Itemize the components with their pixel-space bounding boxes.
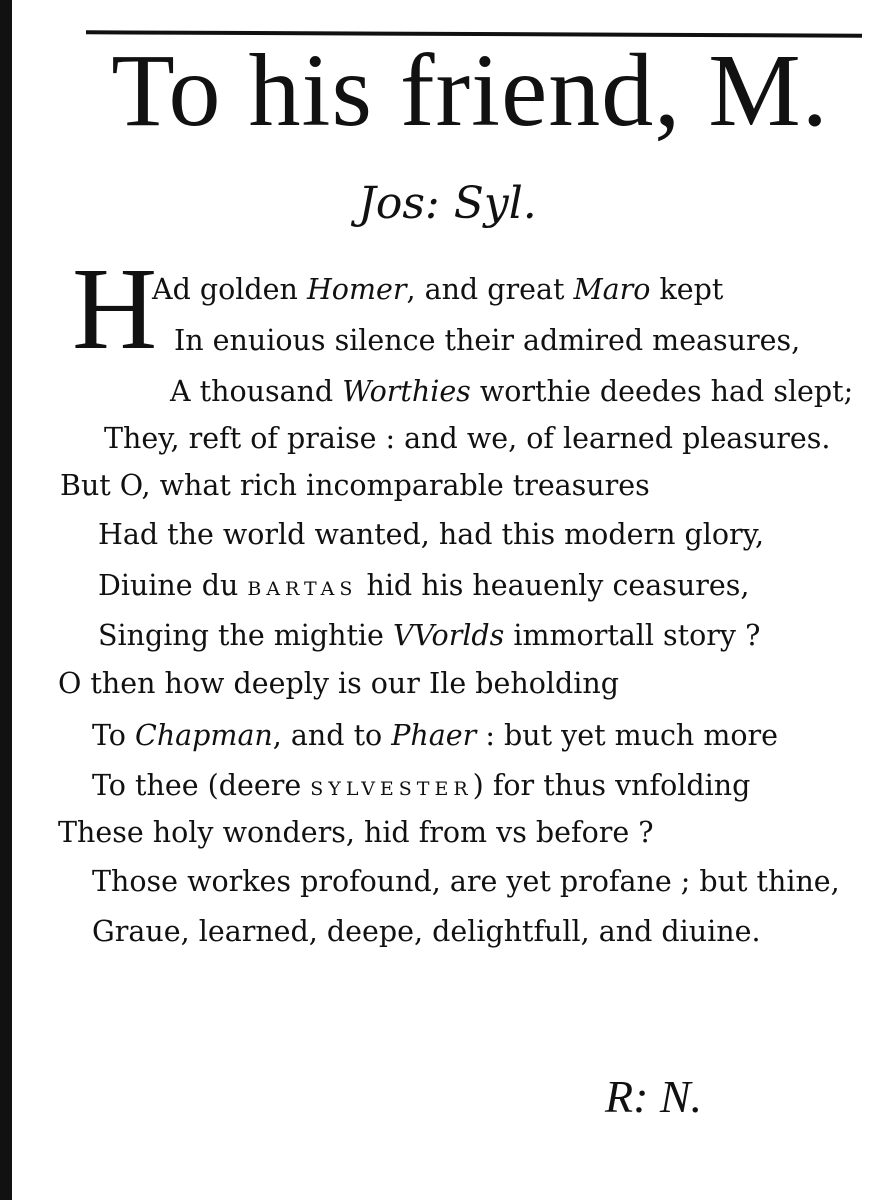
poem-line	[58, 667, 619, 700]
poem-line	[60, 469, 650, 502]
line-text: They, reft of praise : and we, of learned pleasures.	[104, 422, 831, 455]
line-text: hid his heauenly ceasures,	[357, 569, 750, 602]
page-subtitle: Jos: Syl.	[358, 178, 537, 229]
line-text: ) for thus vnfolding	[472, 769, 751, 802]
poem-line	[170, 375, 854, 408]
line-text: In enuious silence their admired measures,	[174, 324, 801, 357]
page-title: To his friend, M.	[111, 33, 829, 148]
poem-line	[152, 273, 724, 306]
line-text: A thousand	[170, 375, 343, 408]
line-text: Ad golden	[152, 273, 307, 306]
line-text: Diuine du	[98, 569, 248, 602]
poem-line	[92, 769, 751, 802]
poem-line	[98, 518, 765, 551]
line-text: : but yet much more	[476, 719, 779, 752]
small-caps-name: BARTAS	[247, 578, 358, 600]
line-text: To thee (deere	[92, 769, 311, 802]
line-text: But O, what rich incomparable treasures	[60, 469, 650, 502]
italic-name: Maro	[573, 273, 651, 306]
line-text: Had the world wanted, had this modern glory,	[98, 518, 765, 551]
small-caps-name: SYLVESTER	[310, 778, 473, 800]
drop-cap: H	[72, 243, 158, 374]
line-text: Graue, learned, deepe, delightfull, and diuine.	[92, 915, 761, 948]
poem-line	[98, 569, 750, 602]
line-text: worthie deedes had slept;	[470, 375, 854, 408]
poem-line	[98, 619, 761, 652]
italic-name: Phaer	[391, 719, 477, 752]
poem-line	[92, 915, 761, 948]
line-text: kept	[650, 273, 724, 306]
line-text: Singing the mightie	[98, 619, 393, 652]
italic-name: Worthies	[342, 375, 471, 408]
line-text: Those workes profound, are yet profane ; but thine,	[92, 865, 840, 898]
signature: R: N.	[605, 1071, 703, 1122]
poem-line	[58, 816, 654, 849]
italic-name: Chapman	[135, 719, 273, 752]
poem-line	[174, 324, 801, 357]
italic-name: VVorlds	[392, 619, 505, 652]
poem-line	[92, 865, 840, 898]
line-text: O then how deeply is our Ile beholding	[58, 667, 619, 700]
line-text: , and to	[272, 719, 392, 752]
line-text: To	[92, 719, 136, 752]
poem-line	[104, 422, 831, 455]
poem-line	[92, 719, 779, 752]
line-text: , and great	[406, 273, 574, 306]
line-text: immortall story ?	[504, 619, 761, 652]
line-text: These holy wonders, hid from vs before ?	[58, 816, 654, 849]
italic-name: Homer	[306, 273, 407, 306]
